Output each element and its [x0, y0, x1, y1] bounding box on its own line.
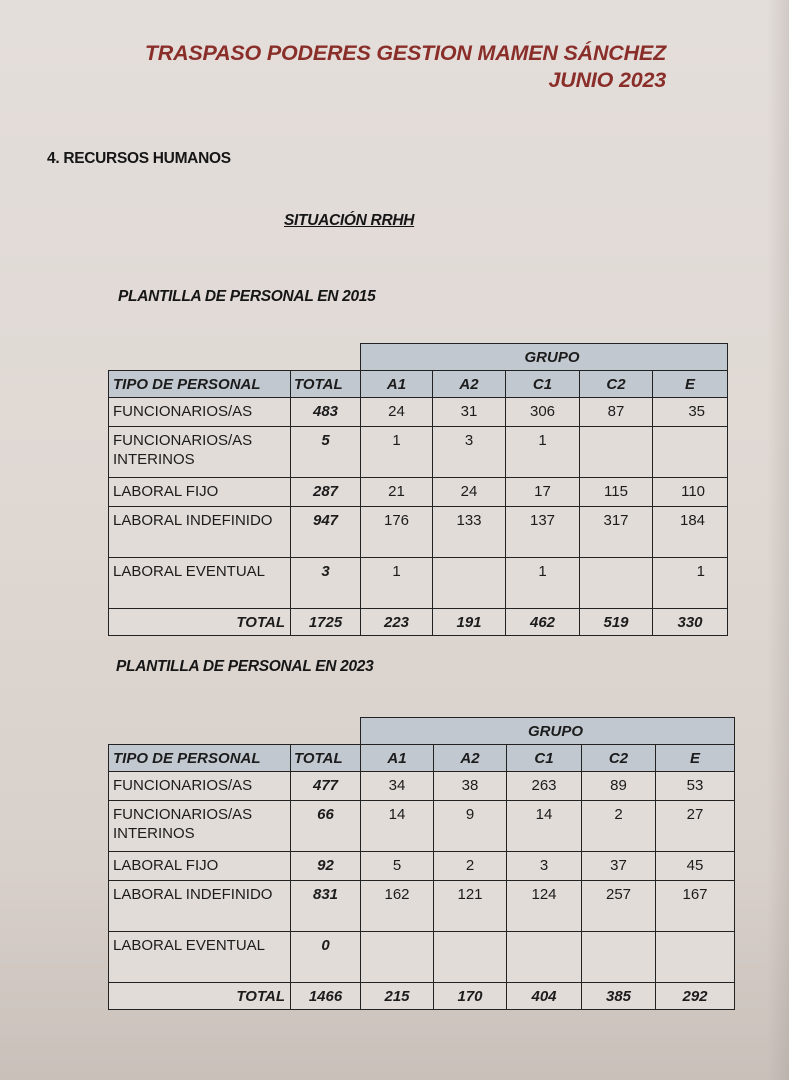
totals-a1: 215 [361, 983, 434, 1010]
totals-a2: 170 [434, 983, 507, 1010]
page-edge-shadow [767, 0, 789, 1080]
cell-a2 [433, 558, 506, 609]
column-header-a2: A2 [433, 371, 506, 398]
cell-a1: 1 [361, 558, 433, 609]
cell-e [656, 932, 735, 983]
cell-c2 [582, 932, 656, 983]
totals-total: 1466 [291, 983, 361, 1010]
row-label: LABORAL EVENTUAL [109, 558, 291, 609]
cell-c2: 317 [580, 507, 653, 558]
cell-c2: 37 [582, 852, 656, 881]
cell-e: 53 [656, 772, 735, 801]
document-date: JUNIO 2023 [548, 68, 666, 92]
table-row [109, 932, 735, 983]
cell-a1: 34 [361, 772, 434, 801]
column-header-a2: A2 [434, 745, 507, 772]
cell-e: 184 [653, 507, 728, 558]
cell-e: 35 [653, 398, 728, 427]
cell-e: 1 [653, 558, 728, 609]
cell-c2: 89 [582, 772, 656, 801]
column-header-e: E [653, 371, 728, 398]
column-header-c1: C1 [506, 371, 580, 398]
cell-a2: 31 [433, 398, 506, 427]
table-row [109, 801, 735, 852]
table-row [109, 852, 735, 881]
cell-a1: 5 [361, 852, 434, 881]
row-label: LABORAL INDEFINIDO [109, 881, 291, 932]
row-total: 477 [291, 772, 361, 801]
cell-e: 110 [653, 478, 728, 507]
cell-c2: 87 [580, 398, 653, 427]
cell-c2 [580, 427, 653, 478]
cell-a1: 1 [361, 427, 433, 478]
row-label: LABORAL FIJO [109, 478, 291, 507]
totals-c2: 385 [582, 983, 656, 1010]
cell-a2: 2 [434, 852, 507, 881]
table-row [109, 478, 728, 507]
row-total: 66 [291, 801, 361, 852]
table-caption-2015: PLANTILLA DE PERSONAL EN 2015 [118, 288, 376, 305]
column-header-tipo: TIPO DE PERSONAL [109, 371, 291, 398]
totals-c1: 462 [506, 609, 580, 636]
row-label: LABORAL INDEFINIDO [109, 507, 291, 558]
table-row [109, 507, 728, 558]
cell-a1: 176 [361, 507, 433, 558]
group-header: GRUPO [361, 718, 735, 745]
cell-c1: 306 [506, 398, 580, 427]
row-label: FUNCIONARIOS/AS [109, 772, 291, 801]
cell-a2 [434, 932, 507, 983]
table-caption-2023: PLANTILLA DE PERSONAL EN 2023 [116, 658, 374, 675]
cell-a2: 121 [434, 881, 507, 932]
cell-c1: 14 [507, 801, 582, 852]
column-header-total: TOTAL [291, 371, 361, 398]
cell-c1 [507, 932, 582, 983]
row-total: 92 [291, 852, 361, 881]
section-subheading: SITUACIÓN RRHH [284, 212, 415, 229]
totals-e: 292 [656, 983, 735, 1010]
cell-e: 45 [656, 852, 735, 881]
cell-a1: 21 [361, 478, 433, 507]
column-header-c1: C1 [507, 745, 582, 772]
cell-c1: 263 [507, 772, 582, 801]
header-spacer [109, 344, 361, 371]
table-row [109, 558, 728, 609]
table-row [109, 427, 728, 478]
cell-c1: 1 [506, 427, 580, 478]
column-header-row [109, 371, 728, 398]
column-header-a1: A1 [361, 371, 433, 398]
document-header [0, 40, 666, 94]
totals-c2: 519 [580, 609, 653, 636]
cell-a1 [361, 932, 434, 983]
cell-c2: 115 [580, 478, 653, 507]
cell-a2: 3 [433, 427, 506, 478]
totals-label: TOTAL [109, 983, 291, 1010]
cell-a2: 38 [434, 772, 507, 801]
column-header-c2: C2 [580, 371, 653, 398]
document-title: TRASPASO PODERES GESTION MAMEN SÁNCHEZ [144, 41, 666, 65]
totals-a1: 223 [361, 609, 433, 636]
cell-a1: 162 [361, 881, 434, 932]
row-total: 831 [291, 881, 361, 932]
cell-e: 167 [656, 881, 735, 932]
row-label: FUNCIONARIOS/AS INTERINOS [109, 427, 291, 478]
row-label: LABORAL FIJO [109, 852, 291, 881]
group-header: GRUPO [361, 344, 728, 371]
totals-total: 1725 [291, 609, 361, 636]
column-header-row [109, 745, 735, 772]
totals-row [109, 609, 728, 636]
row-total: 3 [291, 558, 361, 609]
table-row [109, 881, 735, 932]
header-spacer [109, 718, 361, 745]
cell-c1: 17 [506, 478, 580, 507]
cell-c1: 124 [507, 881, 582, 932]
totals-e: 330 [653, 609, 728, 636]
cell-c1: 1 [506, 558, 580, 609]
staff-table-2023 [108, 717, 735, 1010]
row-label: LABORAL EVENTUAL [109, 932, 291, 983]
cell-a1: 14 [361, 801, 434, 852]
column-header-a1: A1 [361, 745, 434, 772]
totals-row [109, 983, 735, 1010]
column-header-c2: C2 [582, 745, 656, 772]
section-heading: 4. RECURSOS HUMANOS [47, 150, 231, 167]
column-header-total: TOTAL [291, 745, 361, 772]
row-total: 287 [291, 478, 361, 507]
cell-c2: 257 [582, 881, 656, 932]
row-total: 5 [291, 427, 361, 478]
totals-a2: 191 [433, 609, 506, 636]
row-label: FUNCIONARIOS/AS [109, 398, 291, 427]
row-label: FUNCIONARIOS/AS INTERINOS [109, 801, 291, 852]
cell-e: 27 [656, 801, 735, 852]
cell-e [653, 427, 728, 478]
cell-c1: 3 [507, 852, 582, 881]
cell-c2: 2 [582, 801, 656, 852]
cell-a1: 24 [361, 398, 433, 427]
totals-c1: 404 [507, 983, 582, 1010]
column-header-e: E [656, 745, 735, 772]
cell-c2 [580, 558, 653, 609]
staff-table-2015 [108, 343, 728, 636]
table-row [109, 772, 735, 801]
cell-c1: 137 [506, 507, 580, 558]
cell-a2: 24 [433, 478, 506, 507]
totals-label: TOTAL [109, 609, 291, 636]
cell-a2: 133 [433, 507, 506, 558]
cell-a2: 9 [434, 801, 507, 852]
row-total: 0 [291, 932, 361, 983]
column-header-tipo: TIPO DE PERSONAL [109, 745, 291, 772]
table-row [109, 398, 728, 427]
row-total: 483 [291, 398, 361, 427]
row-total: 947 [291, 507, 361, 558]
